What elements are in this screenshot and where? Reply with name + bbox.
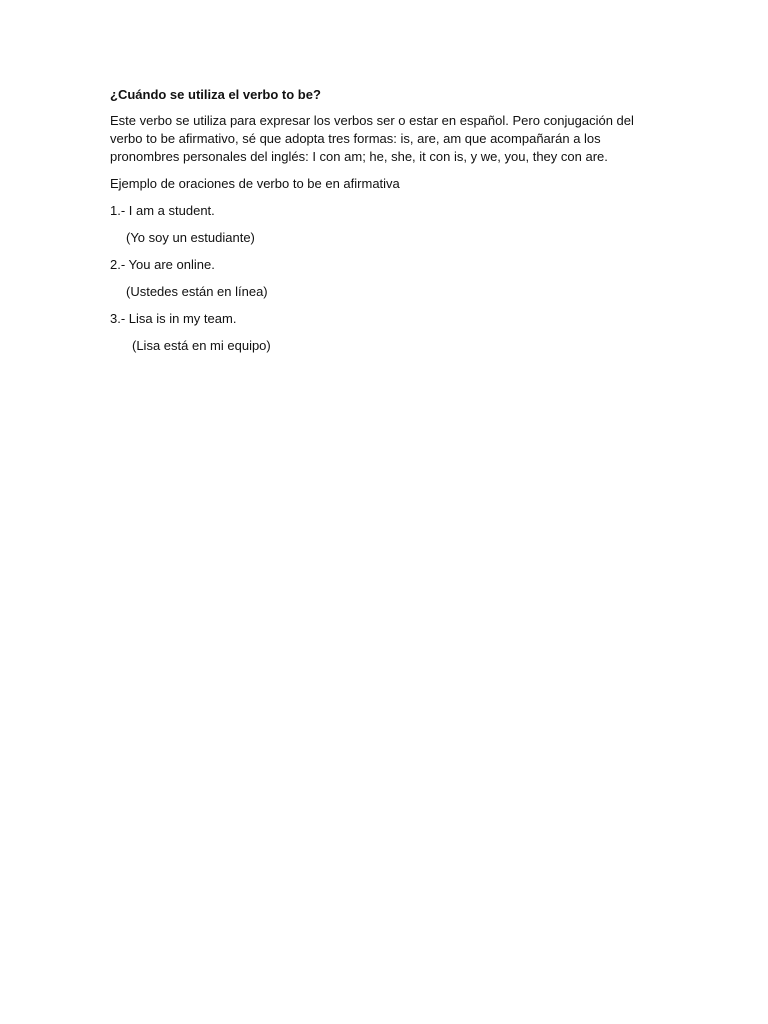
intro-paragraph: Este verbo se utiliza para expresar los verbos ser o estar en español. Pero conjugación del verbo to be afirmativo, sé que adopta tres formas: is, are, am que acompañarán a los pronombres personales del inglés: I con am; he, she, it con is, y we, you, they con are.: [110, 113, 634, 164]
example-translation-1: (Yo soy un estudiante): [126, 230, 255, 245]
example-sentence-2: 2.- You are online.: [110, 257, 215, 272]
document-heading: ¿Cuándo se utiliza el verbo to be?: [110, 87, 321, 102]
example-translation-2: (Ustedes están en línea): [126, 284, 268, 299]
example-sentence-1: 1.- I am a student.: [110, 203, 215, 218]
example-translation-3: (Lisa está en mi equipo): [132, 338, 271, 353]
document-body: [110, 86, 650, 364]
examples-intro: Ejemplo de oraciones de verbo to be en afirmativa: [110, 176, 400, 191]
example-sentence-3: 3.- Lisa is in my team.: [110, 311, 237, 326]
